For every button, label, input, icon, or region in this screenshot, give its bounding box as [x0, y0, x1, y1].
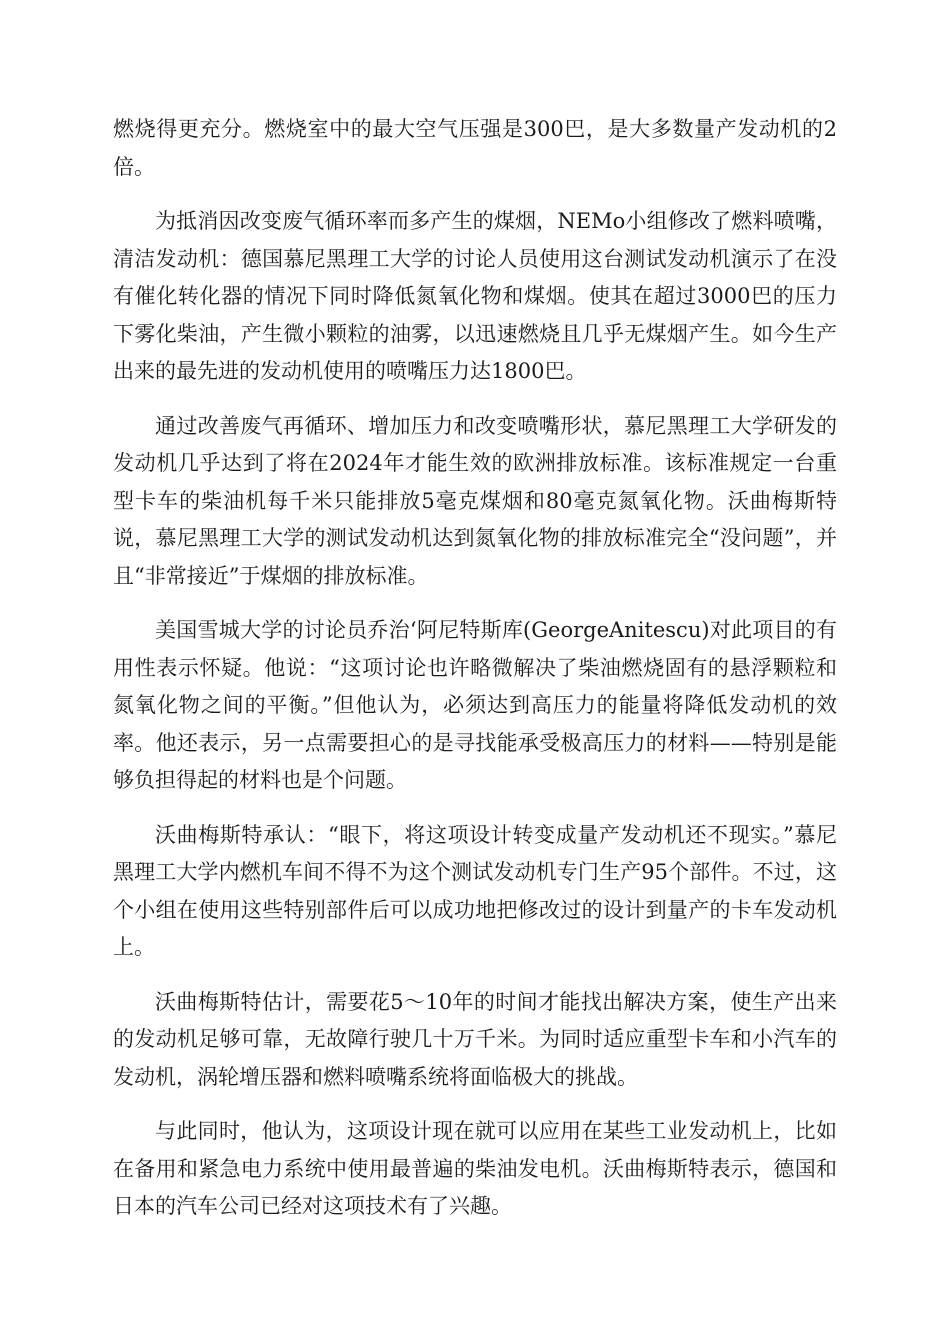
paragraph-4: 美国雪城大学的讨论员乔治‘阿尼特斯库(GeorgeAnitescu)对此项目的有用性表示怀疑。他说：“这项讨论也许略微解决了柴油燃烧固有的悬浮颗粒和氮氧化物之间的平衡。”但他认为，必须达到高压力的能量将降低发动机的效率。他还表示，另一点需要担心的是寻找能承受极高压力的材料——特别是能够负担得起的材料也是个问题。: [113, 618, 837, 792]
paragraph-1: 燃烧得更充分。燃烧室中的最大空气压强是300巴，是大多数量产发动机的2倍。: [113, 117, 837, 179]
paragraph-7: 与此同时，他认为，这项设计现在就可以应用在某些工业发动机上，比如在备用和紧急电力系统中使用最普遍的柴油发电机。沃曲梅斯特表示，德国和日本的汽车公司已经对这项技术有了兴趣。: [113, 1119, 837, 1218]
paragraph-6: 沃曲梅斯特估计，需要花5～10年的时间才能找出解决方案，使生产出来的发动机足够可靠，无故障行驶几十万千米。为同时适应重型卡车和小汽车的发动机，涡轮增压器和燃料喷嘴系统将面临极大的挑战。: [113, 989, 837, 1089]
paragraph-5: 沃曲梅斯特承认：“眼下，将这项设计转变成量产发动机还不现实。”慕尼黑理工大学内燃机车间不得不为这个测试发动机专门生产95个部件。不过，这个小组在使用这些特别部件后可以成功地把修改过的设计到量产的卡车发动机上。: [113, 822, 837, 959]
paragraph-2: 为抵消因改变废气循环率而多产生的煤烟，NEMo小组修改了燃料喷嘴，清洁发动机：德国慕尼黑理工大学的讨论人员使用这台测试发动机演示了在没有催化转化器的情况下同时降低氮氧化物和煤烟。使其在超过3000巴的压力下雾化柴油，产生微小颗粒的油雾，以迅速燃烧且几乎无煤烟产生。如今生产出来的最先进的发动机使用的喷嘴压力达1800巴。: [113, 209, 837, 383]
paragraph-3: 通过改善废气再循环、增加压力和改变喷嘴形状，慕尼黑理工大学研发的发动机几乎达到了将在2024年才能生效的欧洲排放标准。该标准规定一台重型卡车的柴油机每千米只能排放5毫克煤烟和80毫克氮氧化物。沃曲梅斯特说，慕尼黑理工大学的测试发动机达到氮氧化物的排放标准完全“没问题”，并且“非常接近”于煤烟的排放标准。: [113, 413, 837, 588]
document-page: [113, 111, 837, 1243]
